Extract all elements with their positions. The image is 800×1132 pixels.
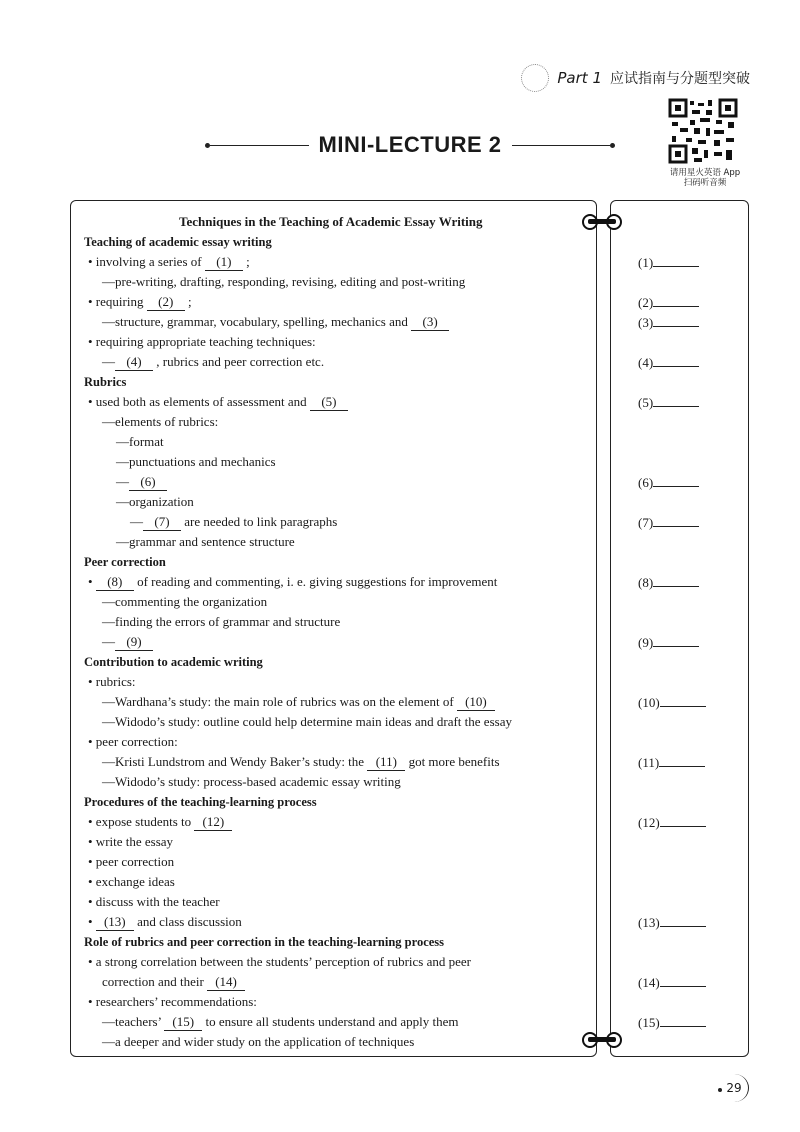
answer-label: (3): [638, 315, 654, 330]
note-line-with-blank: [102, 354, 324, 371]
blank-marker: (6): [129, 474, 167, 491]
note-text: of reading and commenting, i. e. giving suggestions for improvement: [133, 574, 498, 589]
note-text: • requiring: [88, 294, 147, 309]
note-line: —elements of rubrics:: [102, 414, 219, 429]
answer-field[interactable]: [638, 514, 699, 531]
answer-field[interactable]: [638, 314, 699, 331]
logo-icon: [521, 64, 549, 92]
answer-line[interactable]: [660, 974, 706, 987]
answer-field[interactable]: [638, 974, 706, 991]
note-line: • requiring appropriate teaching techniques:: [88, 334, 316, 349]
answer-line[interactable]: [653, 354, 699, 367]
blank-marker: (11): [367, 754, 405, 771]
answer-field[interactable]: [638, 574, 699, 591]
blank-marker: (13): [96, 914, 134, 931]
note-text: —teachers’: [102, 1014, 165, 1029]
note-text: to ensure all students understand and apply them: [202, 1014, 459, 1029]
answer-line[interactable]: [659, 754, 705, 767]
note-text: • expose students to: [88, 814, 195, 829]
note-text: —structure, grammar, vocabulary, spelling, mechanics and: [102, 314, 412, 329]
note-line: —organization: [116, 494, 194, 509]
note-line-with-blank: [88, 254, 250, 271]
answer-field[interactable]: [638, 394, 699, 411]
note-text: —: [102, 634, 115, 649]
answer-line[interactable]: [653, 294, 699, 307]
answer-label: (1): [638, 255, 654, 270]
answer-line[interactable]: [660, 914, 706, 927]
note-line: —a deeper and wider study on the application of techniques: [102, 1034, 415, 1049]
answer-line[interactable]: [653, 574, 699, 587]
answer-line[interactable]: [653, 474, 699, 487]
section-heading: Peer correction: [84, 555, 166, 569]
note-line: —finding the errors of grammar and structure: [102, 614, 341, 629]
blank-marker: (1): [205, 254, 243, 271]
answer-field[interactable]: [638, 914, 706, 931]
part-label: Part 1: [557, 69, 602, 87]
blank-marker: (5): [310, 394, 348, 411]
answer-label: (10): [638, 695, 660, 710]
section-heading: Procedures of the teaching-learning process: [84, 795, 317, 809]
note-line-with-blank: [102, 974, 245, 991]
section-title: [205, 132, 615, 158]
note-line-with-blank: [102, 314, 449, 331]
note-line-with-blank: [116, 474, 167, 491]
answer-field[interactable]: [638, 474, 699, 491]
note-text: ;: [242, 254, 250, 269]
qr-code-icon: [668, 98, 738, 164]
blank-marker: (15): [164, 1014, 202, 1031]
answer-label: (9): [638, 635, 654, 650]
note-line-with-blank: [102, 634, 153, 651]
note-line: • researchers’ recommendations:: [88, 994, 257, 1009]
answer-field[interactable]: [638, 634, 699, 651]
answer-line[interactable]: [653, 314, 699, 327]
note-line: —punctuations and mechanics: [116, 454, 276, 469]
answer-label: (2): [638, 295, 654, 310]
note-text: —Kristi Lundstrom and Wendy Baker’s study: the: [102, 754, 368, 769]
note-line: • discuss with the teacher: [88, 894, 220, 909]
answer-line[interactable]: [653, 254, 699, 267]
note-line-with-blank: [88, 574, 497, 591]
note-line-with-blank: [102, 754, 500, 771]
note-line-with-blank: [88, 394, 348, 411]
page-number: 29: [720, 1074, 749, 1102]
section-heading: Teaching of academic essay writing: [84, 235, 272, 249]
note-text: got more benefits: [405, 754, 500, 769]
note-line-with-blank: [88, 914, 242, 931]
answer-field[interactable]: [638, 294, 699, 311]
note-line: • peer correction:: [88, 734, 178, 749]
part-subtitle: 应试指南与分题型突破: [610, 71, 750, 87]
note-line: • peer correction: [88, 854, 175, 869]
section-heading: Contribution to academic writing: [84, 655, 263, 669]
note-text: ;: [184, 294, 192, 309]
answer-field[interactable]: [638, 254, 699, 271]
note-text: •: [88, 574, 96, 589]
doc-title: Techniques in the Teaching of Academic Essay Writing: [179, 214, 483, 229]
part-header: [521, 64, 750, 92]
note-text: correction and their: [102, 974, 208, 989]
answer-line[interactable]: [653, 394, 699, 407]
blank-marker: (10): [457, 694, 495, 711]
note-line: • exchange ideas: [88, 874, 175, 889]
answer-label: (15): [638, 1015, 660, 1030]
page-title: MINI-LECTURE 2: [318, 132, 502, 157]
answer-line[interactable]: [653, 514, 699, 527]
note-line: —pre-writing, drafting, responding, revising, editing and post-writing: [102, 274, 466, 289]
note-line: —Widodo’s study: process-based academic essay writing: [102, 774, 401, 789]
note-line-with-blank: [88, 814, 232, 831]
answer-label: (8): [638, 575, 654, 590]
answer-label: (12): [638, 815, 660, 830]
blank-marker: (9): [115, 634, 153, 651]
answer-line[interactable]: [653, 634, 699, 647]
note-text: and class discussion: [133, 914, 242, 929]
blank-marker: (8): [96, 574, 134, 591]
note-line: • rubrics:: [88, 674, 136, 689]
blank-marker: (12): [194, 814, 232, 831]
note-text: —: [130, 514, 143, 529]
note-line: • a strong correlation between the students’ perception of rubrics and peer: [88, 954, 471, 969]
answer-label: (7): [638, 515, 654, 530]
note-line: —format: [116, 434, 164, 449]
answer-field[interactable]: [638, 1014, 706, 1031]
section-heading: Rubrics: [84, 375, 127, 389]
note-text: • used both as elements of assessment and: [88, 394, 310, 409]
note-text: are needed to link paragraphs: [181, 514, 338, 529]
answer-field[interactable]: [638, 814, 706, 831]
qr-caption: 请用星火英语 App 扫码听音频: [669, 168, 741, 188]
blank-marker: (14): [207, 974, 245, 991]
blank-marker: (4): [115, 354, 153, 371]
answer-label: (13): [638, 915, 660, 930]
note-line: • write the essay: [88, 834, 174, 849]
binder-ring-icon: [580, 1030, 624, 1050]
answer-line[interactable]: [660, 1014, 706, 1027]
note-line: —Widodo’s study: outline could help determine main ideas and draft the essay: [102, 714, 512, 729]
answer-label: (14): [638, 975, 660, 990]
blank-marker: (3): [411, 314, 449, 331]
blank-marker: (7): [143, 514, 181, 531]
note-text: •: [88, 914, 96, 929]
blank-marker: (2): [147, 294, 185, 311]
note-line-with-blank: [88, 294, 192, 311]
note-line-with-blank: [102, 1014, 459, 1031]
note-text: —: [116, 474, 129, 489]
answer-label: (11): [638, 755, 660, 770]
section-heading: Role of rubrics and peer correction in the teaching-learning process: [84, 935, 445, 949]
note-line: —grammar and sentence structure: [116, 534, 295, 549]
answer-field[interactable]: [638, 354, 699, 371]
note-text: —Wardhana’s study: the main role of rubrics was on the element of: [102, 694, 457, 709]
answer-line[interactable]: [660, 694, 706, 707]
note-line: —commenting the organization: [102, 594, 268, 609]
answer-label: (5): [638, 395, 654, 410]
answer-label: (4): [638, 355, 654, 370]
answer-field[interactable]: [638, 754, 705, 771]
answer-field[interactable]: [638, 694, 706, 711]
binder-ring-icon: [580, 212, 624, 232]
note-text: • involving a series of: [88, 254, 205, 269]
note-line-with-blank: [102, 694, 495, 711]
note-text: —: [102, 354, 115, 369]
note-text: , rubrics and peer correction etc.: [153, 354, 325, 369]
note-line-with-blank: [130, 514, 337, 531]
answer-line[interactable]: [660, 814, 706, 827]
answer-label: (6): [638, 475, 654, 490]
